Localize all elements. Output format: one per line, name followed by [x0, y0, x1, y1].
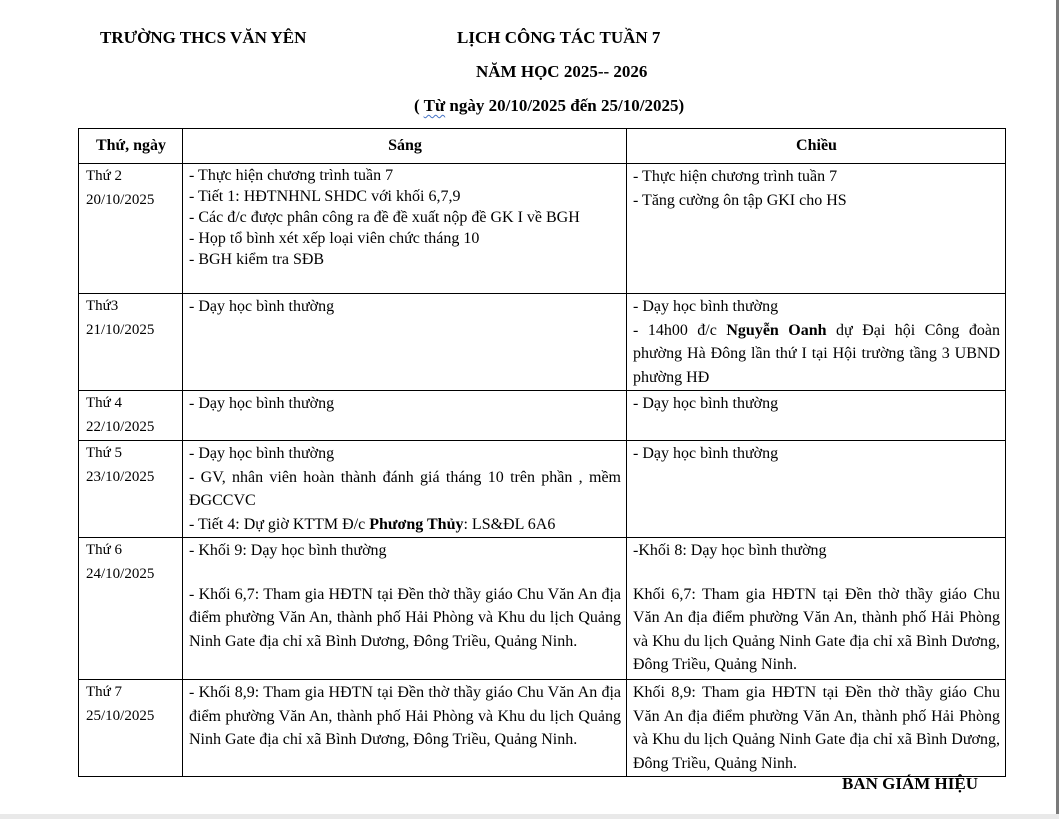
day-cell [79, 680, 183, 777]
col-header-afternoon: Chiều [627, 129, 1006, 164]
task-line: - Dạy học bình thường [189, 395, 335, 412]
day-label: Thứ 7 [86, 684, 123, 700]
task-line: - Dạy học bình thường [633, 298, 779, 315]
task-line: - Thực hiện chương trình tuần 7 [189, 167, 394, 184]
day-date: 22/10/2025 [86, 418, 155, 435]
afternoon-cell [627, 391, 1006, 441]
afternoon-cell [627, 441, 1006, 538]
signature-block: BAN GIÁM HIỆU [842, 774, 979, 793]
task-line: - GV, nhân viên hoàn thành đánh giá tháng 10 trên phần , mềm ĐGCCVC [189, 468, 621, 509]
task-text: - Tiết 4: Dự giờ KTTM Đ/c [189, 515, 370, 533]
afternoon-cell [627, 164, 1006, 294]
morning-cell [183, 538, 627, 680]
day-label: Thứ 4 [86, 395, 123, 411]
table-row [79, 164, 1006, 294]
schedule-table [78, 128, 1006, 777]
day-date: 24/10/2025 [86, 565, 155, 582]
day-label: Thứ3 [86, 298, 119, 314]
task-line: - Dạy học bình thường [189, 445, 335, 462]
afternoon-cell [627, 538, 1006, 680]
task-text: - 14h00 đ/c [633, 321, 727, 339]
day-cell [79, 294, 183, 391]
school-year: NĂM HỌC 2025-- 2026 [476, 62, 648, 81]
date-range-open: ( [414, 96, 424, 115]
morning-cell [183, 294, 627, 391]
day-date: 25/10/2025 [86, 707, 155, 724]
window-bottom-edge [0, 814, 1059, 819]
day-date: 20/10/2025 [86, 191, 155, 208]
morning-cell [183, 680, 627, 777]
day-label: Thứ 6 [86, 542, 123, 558]
morning-cell [183, 391, 627, 441]
date-range [414, 96, 684, 116]
task-line: - Các đ/c được phân công ra đề đề xuất nộp đề GK I về BGH [189, 209, 580, 226]
table-row [79, 680, 1006, 777]
day-date: 23/10/2025 [86, 468, 155, 485]
task-line: - Dạy học bình thường [633, 395, 779, 412]
table-row [79, 538, 1006, 680]
col-header-day: Thứ, ngày [79, 129, 183, 164]
table-row [79, 441, 1006, 538]
afternoon-cell [627, 680, 1006, 777]
day-cell [79, 538, 183, 680]
task-line: Khối 8,9: Tham gia HĐTN tại Đền thờ thầy giáo Chu Văn An địa điểm phường Văn An, thành phố Hải Phòng và Khu du lịch Quảng Ninh Gate địa chỉ xã Bình Dương, Đông Triều, Quảng Ninh. [633, 684, 1000, 772]
spellcheck-word: Từ [423, 96, 446, 115]
task-line: Khối 6,7: Tham gia HĐTN tại Đền thờ thầy giáo Chu Văn An địa điểm phường Văn An, thành phố Hải Phòng và Khu du lịch Quảng Ninh Gate địa chỉ xã Bình Dương, Đông Triều, Quảng Ninh. [633, 585, 1000, 673]
col-header-morning: Sáng [183, 129, 627, 164]
school-name: TRƯỜNG THCS VĂN YÊN [100, 28, 307, 47]
day-cell [79, 441, 183, 538]
date-range-text: ngày 20/10/2025 đến 25/10/2025) [445, 96, 685, 115]
task-line: - BGH kiểm tra SĐB [189, 251, 325, 268]
person-name: Nguyễn Oanh [726, 321, 827, 339]
day-cell [79, 391, 183, 441]
task-text: : LS&ĐL 6A6 [463, 515, 556, 533]
day-cell [79, 164, 183, 294]
task-line: - Khối 9: Dạy học bình thường [189, 542, 387, 559]
task-line: - Khối 8,9: Tham gia HĐTN tại Đền thờ thầy giáo Chu Văn An địa điểm phường Văn An, thành phố Hải Phòng và Khu du lịch Quảng Ninh Gate địa chỉ xã Bình Dương, Đông Triều, Quảng Ninh. [189, 684, 621, 748]
schedule-title: LỊCH CÔNG TÁC TUẦN 7 [457, 28, 661, 47]
table-row [79, 294, 1006, 391]
task-line: - Thực hiện chương trình tuần 7 [633, 168, 838, 185]
morning-cell [183, 164, 627, 294]
morning-cell [183, 441, 627, 538]
day-label: Thứ 2 [86, 168, 123, 184]
person-name: Phương Thủy [369, 515, 464, 533]
task-line: - Tăng cường ôn tập GKI cho HS [633, 191, 847, 209]
day-label: Thứ 5 [86, 445, 123, 461]
task-line: - Dạy học bình thường [633, 445, 779, 462]
blank-line [633, 563, 1000, 583]
table-row [79, 391, 1006, 441]
blank-line [189, 563, 621, 583]
afternoon-cell [627, 294, 1006, 391]
task-line [633, 319, 1000, 390]
task-text: dự Đại hội Công đoàn phường Hà Đông lần thứ I tại Hội trường tầng 3 UBND phường HĐ [633, 321, 1000, 386]
task-line: - Khối 6,7: Tham gia HĐTN tại Đền thờ thầy giáo Chu Văn An địa điểm phường Văn An, thành phố Hải Phòng và Khu du lịch Quảng Ninh Gate địa chỉ xã Bình Dương, Đông Triều, Quảng Ninh. [189, 585, 621, 650]
task-line: - Họp tổ bình xét xếp loại viên chức tháng 10 [189, 230, 480, 247]
table-header-row [79, 129, 1006, 164]
task-line: - Tiết 1: HĐTNHNL SHDC với khối 6,7,9 [189, 188, 461, 205]
day-date: 21/10/2025 [86, 321, 155, 338]
task-line [189, 513, 621, 537]
task-line: -Khối 8: Dạy học bình thường [633, 542, 827, 559]
task-line: - Dạy học bình thường [189, 298, 335, 315]
